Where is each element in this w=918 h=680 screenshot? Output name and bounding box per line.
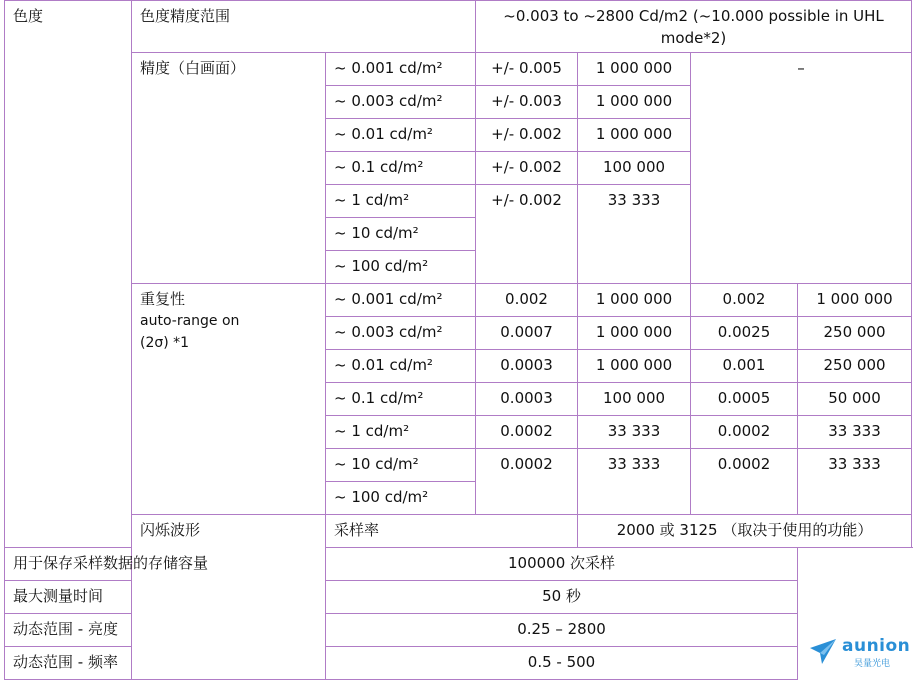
brand-logo bbox=[808, 636, 910, 670]
flicker-row bbox=[5, 548, 912, 581]
repeatability-count-2: 50 000 bbox=[798, 383, 912, 416]
color-range-label: 色度精度范围 bbox=[132, 1, 476, 53]
repeatability-count-1: 1 000 000 bbox=[578, 317, 691, 350]
accuracy-count: 100 000 bbox=[578, 152, 691, 185]
repeatability-level: ~ 0.01 cd/m² bbox=[326, 350, 476, 383]
flicker-value: 50 秒 bbox=[326, 581, 798, 614]
repeatability-level: ~ 100 cd/m² bbox=[326, 482, 476, 515]
accuracy-level: ~ 0.01 cd/m² bbox=[326, 119, 476, 152]
flicker-value: 2000 或 3125 （取决于使用的功能） bbox=[578, 515, 912, 548]
repeatability-count-1: 33 333 bbox=[578, 449, 691, 515]
repeatability-count-2: 250 000 bbox=[798, 317, 912, 350]
repeatability-value-1: 0.0002 bbox=[476, 449, 578, 515]
repeatability-level: ~ 10 cd/m² bbox=[326, 449, 476, 482]
accuracy-dash: – bbox=[691, 53, 912, 284]
flicker-value: 0.5 - 500 bbox=[326, 647, 798, 680]
repeatability-value-1: 0.0002 bbox=[476, 416, 578, 449]
repeatability-count-1: 1 000 000 bbox=[578, 284, 691, 317]
repeatability-value-1: 0.0003 bbox=[476, 383, 578, 416]
repeatability-row bbox=[5, 284, 912, 317]
repeatability-label-line: 重复性 bbox=[140, 290, 186, 308]
accuracy-level: ~ 0.001 cd/m² bbox=[326, 53, 476, 86]
flicker-label: 动态范围 - 亮度 bbox=[5, 614, 326, 647]
accuracy-row bbox=[5, 53, 912, 86]
accuracy-tolerance: +/- 0.002 bbox=[476, 119, 578, 152]
accuracy-level: ~ 1 cd/m² bbox=[326, 185, 476, 218]
section-flicker: 闪烁波形 bbox=[132, 515, 326, 680]
repeatability-value-2: 0.001 bbox=[691, 350, 798, 383]
flicker-row bbox=[5, 614, 912, 647]
repeatability-value-1: 0.002 bbox=[476, 284, 578, 317]
flicker-label: 最大测量时间 bbox=[5, 581, 326, 614]
accuracy-count: 33 333 bbox=[578, 185, 691, 284]
repeatability-value-2: 0.0002 bbox=[691, 449, 798, 515]
repeatability-value-2: 0.0002 bbox=[691, 416, 798, 449]
flicker-row bbox=[5, 515, 912, 548]
accuracy-level: ~ 100 cd/m² bbox=[326, 251, 476, 284]
brand-subtitle: 昊量光电 bbox=[854, 659, 891, 669]
repeatability-level: ~ 0.003 cd/m² bbox=[326, 317, 476, 350]
accuracy-tolerance: +/- 0.002 bbox=[476, 185, 578, 284]
flicker-row bbox=[5, 581, 912, 614]
repeatability-value-2: 0.0025 bbox=[691, 317, 798, 350]
accuracy-tolerance: +/- 0.003 bbox=[476, 86, 578, 119]
repeatability-count-1: 100 000 bbox=[578, 383, 691, 416]
color-range-value: ~0.003 to ~2800 Cd/m2 (~10.000 possible in UHL mode*2) bbox=[476, 1, 912, 53]
repeatability-value-1: 0.0003 bbox=[476, 350, 578, 383]
paper-plane-icon bbox=[808, 636, 838, 666]
repeatability-value-2: 0.0005 bbox=[691, 383, 798, 416]
repeatability-value-1: 0.0007 bbox=[476, 317, 578, 350]
section-color: 色度 bbox=[5, 1, 132, 548]
repeatability-level: ~ 0.1 cd/m² bbox=[326, 383, 476, 416]
flicker-label: 用于保存采样数据的存储容量 bbox=[5, 548, 326, 581]
repeatability-count-1: 33 333 bbox=[578, 416, 691, 449]
repeatability-count-2: 33 333 bbox=[798, 416, 912, 449]
accuracy-tolerance: +/- 0.005 bbox=[476, 53, 578, 86]
repeatability-count-2: 250 000 bbox=[798, 350, 912, 383]
color-range-row bbox=[5, 1, 912, 53]
repeatability-level: ~ 1 cd/m² bbox=[326, 416, 476, 449]
repeatability-count-1: 1 000 000 bbox=[578, 350, 691, 383]
repeatability-value-2: 0.002 bbox=[691, 284, 798, 317]
accuracy-level: ~ 0.003 cd/m² bbox=[326, 86, 476, 119]
repeatability-label-line: auto-range on bbox=[140, 313, 240, 329]
accuracy-count: 1 000 000 bbox=[578, 119, 691, 152]
accuracy-level: ~ 0.1 cd/m² bbox=[326, 152, 476, 185]
accuracy-label: 精度（白画面） bbox=[132, 53, 326, 284]
repeatability-label bbox=[132, 284, 326, 515]
flicker-label: 动态范围 - 频率 bbox=[5, 647, 326, 680]
flicker-value: 100000 次采样 bbox=[326, 548, 798, 581]
accuracy-count: 1 000 000 bbox=[578, 53, 691, 86]
spec-table bbox=[4, 0, 912, 680]
accuracy-count: 1 000 000 bbox=[578, 86, 691, 119]
repeatability-count-2: 1 000 000 bbox=[798, 284, 912, 317]
accuracy-tolerance: +/- 0.002 bbox=[476, 152, 578, 185]
brand-name: aunion bbox=[842, 636, 911, 656]
accuracy-level: ~ 10 cd/m² bbox=[326, 218, 476, 251]
repeatability-level: ~ 0.001 cd/m² bbox=[326, 284, 476, 317]
flicker-value: 0.25 – 2800 bbox=[326, 614, 798, 647]
repeatability-count-2: 33 333 bbox=[798, 449, 912, 515]
flicker-label: 采样率 bbox=[326, 515, 578, 548]
repeatability-label-line: (2σ) *1 bbox=[140, 335, 190, 351]
